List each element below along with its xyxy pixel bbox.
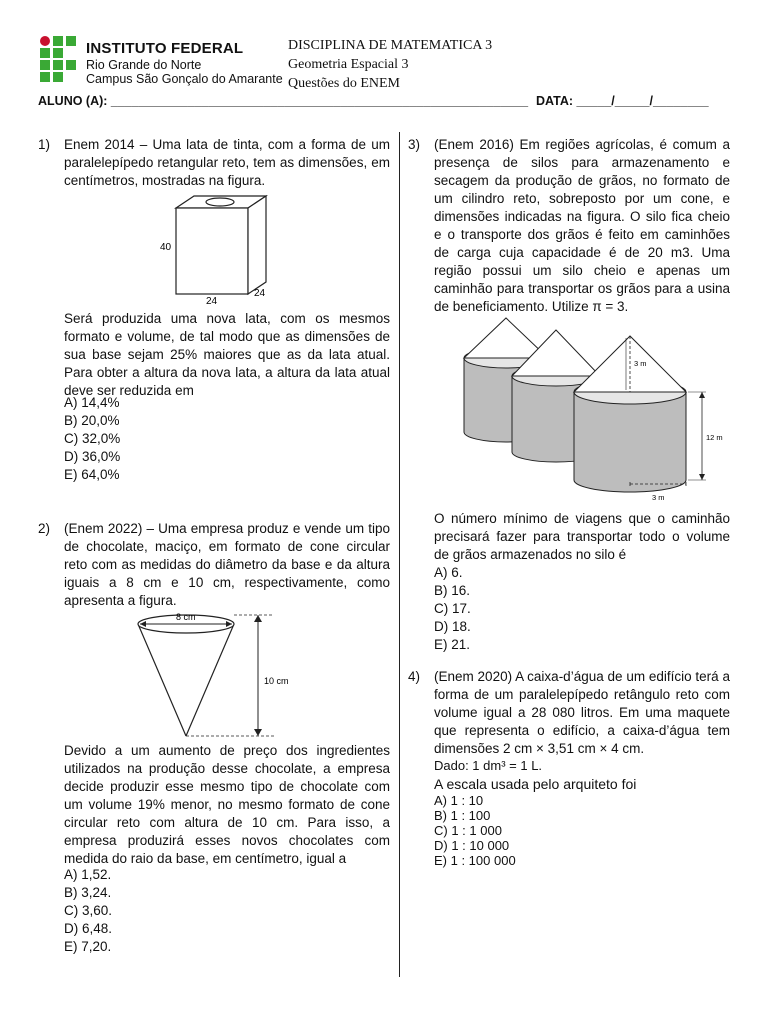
option-b[interactable]: B) 1 : 100 <box>434 808 491 823</box>
option-a[interactable]: A) 6. <box>434 565 463 580</box>
paint-can-figure <box>158 190 278 306</box>
question-4 <box>408 668 732 878</box>
answer-options <box>64 866 112 956</box>
option-d[interactable]: D) 1 : 10 000 <box>434 838 510 853</box>
question-3 <box>408 136 732 656</box>
option-b[interactable]: B) 16. <box>434 583 471 598</box>
can-opening <box>206 198 234 206</box>
question-body: Será produzida uma nova lata, com os mesmos formato e volume, de tal modo que as dimensões de sua base sejam 25% maiores que as da lata atual. Para obter a altura da nova lata, a altura da lata atual deve ser reduzida em <box>64 311 390 398</box>
cone-figure <box>134 610 334 742</box>
option-c[interactable]: C) 32,0% <box>64 431 121 446</box>
width-label: 24 <box>206 296 218 306</box>
option-e[interactable]: E) 64,0% <box>64 467 120 482</box>
discipline-title: DISCIPLINA DE MATEMATICA 3 <box>288 38 493 53</box>
option-e[interactable]: E) 1 : 100 000 <box>434 853 516 868</box>
diameter-label: 8 cm <box>176 612 196 622</box>
question-body: A escala usada pelo arquiteto foi <box>434 776 637 792</box>
height-label: 40 <box>160 242 172 253</box>
radius-label: 3 m <box>652 493 665 502</box>
option-e[interactable]: E) 21. <box>434 637 471 652</box>
box-side-face <box>248 196 266 294</box>
institute-name: INSTITUTO FEDERAL <box>86 40 244 57</box>
question-number: 4) <box>408 669 421 684</box>
question-intro: (Enem 2022) – Uma empresa produz e vende um tipo de chocolate, maciço, em formato de cone circular reto com as medidas do diâmetro da base e da altura iguais a 8 cm e 10 cm, respectivamente, como apresenta a figura. <box>64 521 390 608</box>
cylinder-height-label: 12 m <box>706 433 723 442</box>
question-1 <box>38 136 390 496</box>
question-body: Devido a um aumento de preço dos ingredientes utilizados na produção desse chocolate, a empresa decide produzir esse mesmo tipo de chocolate com um volume 19% menor, no mesmo formato de cone circular reto com altura de 10 cm. Para isso, a empresa produzirá esses novos chocolates com medida do raio da base, em centímetro, igual a <box>64 743 390 866</box>
silos-figure <box>450 316 730 506</box>
depth-label: 24 <box>254 288 266 299</box>
institute-campus: Campus São Gonçalo do Amarante <box>86 72 283 86</box>
option-c[interactable]: C) 1 : 1 000 <box>434 823 502 838</box>
option-b[interactable]: B) 20,0% <box>64 413 120 428</box>
question-intro: Enem 2014 – Uma lata de tinta, com a forma de um paralelepípedo retangular reto, tem as dimensões, em centímetros, mostradas na figura. <box>64 137 390 188</box>
box-front-face <box>176 208 248 294</box>
column-divider <box>399 132 400 977</box>
option-e[interactable]: E) 7,20. <box>64 939 112 954</box>
height-label: 10 cm <box>264 676 289 686</box>
silo-3 <box>574 336 686 492</box>
option-a[interactable]: A) 1 : 10 <box>434 793 484 808</box>
option-a[interactable]: A) 14,4% <box>64 395 120 410</box>
topic-title: Geometria Espacial 3 <box>288 57 409 72</box>
question-body: O número mínimo de viagens que o caminhão precisará fazer para transportar todo o volume de grãos armazenados no silo é <box>434 511 730 562</box>
question-2 <box>38 520 390 960</box>
question-number: 3) <box>408 137 421 152</box>
cone-height-label: 3 m <box>634 359 647 368</box>
student-line <box>38 94 738 108</box>
option-d[interactable]: D) 18. <box>434 619 471 634</box>
option-b[interactable]: B) 3,24. <box>64 885 112 900</box>
question-given: Dado: 1 dm³ = 1 L. <box>434 758 543 773</box>
date-field[interactable]: DATA: _____/_____/________ <box>536 94 709 108</box>
question-intro: (Enem 2016) Em regiões agrícolas, é comum a presença de silos para armazenamento e secagem da produção de grãos, no formato de um cilindro reto, sobreposto por um cone, e dimensões indicadas na figura. O silo fica cheio e o transporte dos grãos é feito em caminhões de carga cuja capacidade é de 20 m3. Uma região possui um silo cheio e apenas um caminhão para transportar os grãos para a usina de beneficiamento. Utilize π = 3. <box>434 137 730 314</box>
option-a[interactable]: A) 1,52. <box>64 867 112 882</box>
option-c[interactable]: C) 17. <box>434 601 471 616</box>
option-d[interactable]: D) 36,0% <box>64 449 121 464</box>
question-number: 1) <box>38 137 51 152</box>
institute-logo <box>40 36 283 86</box>
institute-state: Rio Grande do Norte <box>86 58 202 72</box>
institute-logo-mark <box>40 36 80 84</box>
answer-options <box>64 394 120 484</box>
document-heading <box>288 36 492 93</box>
question-number: 2) <box>38 521 51 536</box>
answer-options <box>434 564 471 654</box>
answer-options <box>434 793 516 868</box>
question-intro: (Enem 2020) A caixa-d’água de um edifício terá a forma de um paralelepípedo retângulo reto com volume igual a 28 080 litros. Em uma maquete que representa o edifício, a caixa-d’água tem dimensões 2 cm × 3,51 cm × 4 cm. <box>434 669 730 756</box>
student-field[interactable]: ALUNO (A): ____________________________________________________________ <box>38 94 529 108</box>
option-d[interactable]: D) 6,48. <box>64 921 113 936</box>
subtitle: Questões do ENEM <box>288 76 400 91</box>
option-c[interactable]: C) 3,60. <box>64 903 113 918</box>
